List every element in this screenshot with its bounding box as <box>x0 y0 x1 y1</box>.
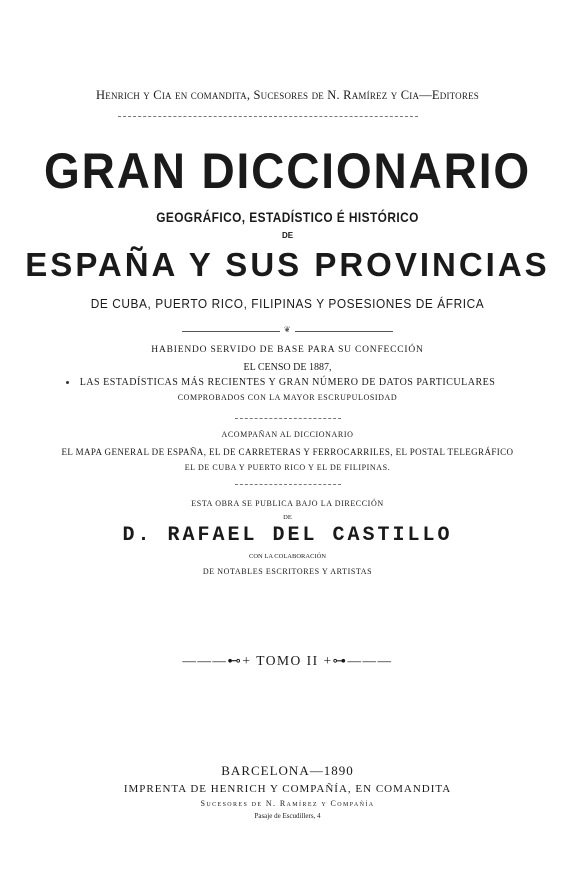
volume-line <box>0 653 575 669</box>
ornament-icon: ❦ <box>283 325 292 334</box>
volume-label: TOMO II <box>256 653 319 668</box>
basis-line-1: HABIENDO SERVIDO DE BASE PARA SU CONFECCIÓN <box>151 345 424 355</box>
accompany-line-1: ACOMPAÑAN AL DICCIONARIO <box>221 430 354 439</box>
ornament-rule-right <box>295 331 393 332</box>
direction-de: DE <box>283 514 292 521</box>
divider-2 <box>235 484 341 485</box>
region-title: ESPAÑA Y SUS PROVINCIAS <box>25 246 550 283</box>
colonies-title: DE CUBA, PUERTO RICO, FILIPINAS Y POSESIONES DE ÁFRICA <box>90 297 485 311</box>
basis-line-4: COMPROBADOS CON LA MAYOR ESCRUPULOSIDAD <box>177 393 398 402</box>
printer-line: IMPRENTA DE HENRICH Y COMPAÑÍA, EN COMANDITA <box>123 783 452 795</box>
address-line: Pasaje de Escudillers, 4 <box>254 812 321 820</box>
accompany-line-2: EL MAPA GENERAL DE ESPAÑA, EL DE CARRETERAS Y FERROCARRILES, EL POSTAL TELEGRÁFICO <box>61 447 514 457</box>
publisher-line: Henrich y Cia en comandita, Sucesores de N. Ramírez y Cia—Editores <box>96 88 479 102</box>
main-title: GRAN DICCIONARIO <box>44 143 531 199</box>
accompany-line-3: EL DE CUBA Y PUERTO RICO Y EL DE FILIPINAS. <box>184 463 391 472</box>
director-name: D. RAFAEL DEL CASTILLO <box>122 524 453 547</box>
basis-line-2: EL CENSO DE 1887, <box>243 362 332 373</box>
direction-line: ESTA OBRA SE PUBLICA BAJO LA DIRECCIÓN <box>191 499 384 508</box>
city-year: BARCELONA—1890 <box>221 763 354 778</box>
subtitle-de: DE <box>281 231 294 240</box>
ink-speck <box>66 381 69 384</box>
volume-ornament-right: +⊶――― <box>323 653 393 668</box>
divider-1 <box>235 418 341 419</box>
collaboration-line-2: DE NOTABLES ESCRITORES Y ARTISTAS <box>202 567 373 576</box>
collaboration-line-1: CON LA COLABORACIÓN <box>249 553 326 560</box>
subtitle: GEOGRÁFICO, ESTADÍSTICO É HISTÓRICO <box>156 209 419 225</box>
successors-line: Sucesores de N. Ramírez y Compañía <box>200 799 375 808</box>
volume-ornament-left: ―――⊷+ <box>182 653 252 668</box>
basis-line-3: LAS ESTADÍSTICAS MÁS RECIENTES Y GRAN NÚMERO DE DATOS PARTICULARES <box>79 377 496 388</box>
publisher-rule <box>118 116 418 117</box>
